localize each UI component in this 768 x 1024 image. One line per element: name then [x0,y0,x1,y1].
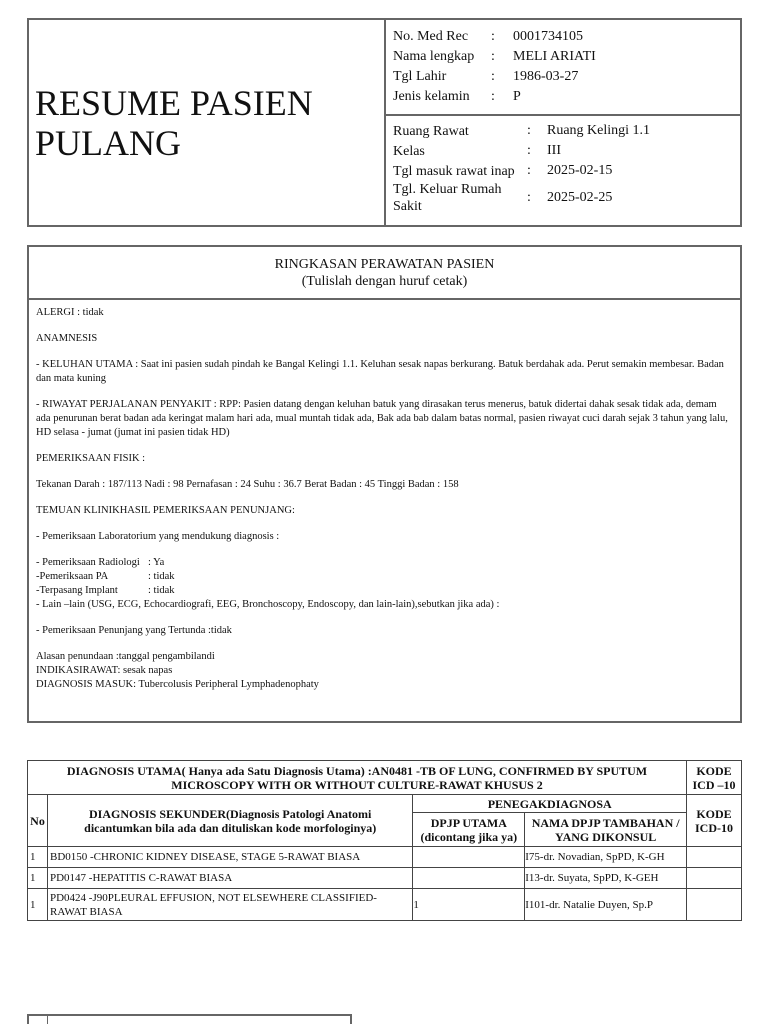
allergy-text: ALERGI : tidak [36,307,104,318]
primary-diagnosis-row [28,761,742,795]
field-value: MELI ARIATI [513,49,596,64]
row-additional-doctor: I101-dr. Natalie Duyen, Sp.P [525,889,687,921]
ward-row [393,121,740,141]
field-label: Jenis kelamin [393,89,470,104]
row-no: 1 [28,868,48,889]
summary-body [29,300,740,692]
indication-text: INDIKASIRAWAT: sesak napas [36,665,173,676]
dob-row [393,67,740,87]
row-icd [687,868,742,889]
row-icd [687,847,742,868]
field-value: III [547,143,561,158]
pa-label: -Pemeriksaan PA [36,571,109,582]
summary-title: RINGKASAN PERAWATAN PASIEN [274,257,495,272]
admission-diagnosis-text: DIAGNOSIS MASUK: Tubercolusis Peripheral Lymphadenophaty [36,679,319,690]
table-row [28,847,742,868]
row-no: 1 [28,889,48,921]
row-no: 1 [28,847,48,868]
title-cell [29,20,386,225]
field-colon: : [527,143,531,158]
row-dpjp [413,847,525,868]
field-value: 0001734105 [513,29,583,44]
care-summary [27,245,742,723]
field-colon: : [491,49,495,64]
implant-value: : tidak [148,585,175,596]
summary-subtitle: (Tulislah dengan huruf cetak) [301,274,468,289]
findings-heading: TEMUAN KLINIKHASIL PEMERIKSAAN PENUNJANG: [36,505,295,516]
row-additional-doctor: I13-dr. Suyata, SpPD, K-GEH [525,868,687,889]
stay-info [386,116,740,225]
field-value: 1986-03-27 [513,69,579,84]
patient-identity [386,20,740,116]
icd-code-header: KODE ICD –10 [687,761,742,795]
field-value: P [513,89,521,104]
exam-checklist [36,556,732,598]
row-diagnosis: BD0150 -CHRONIC KIDNEY DISEASE, STAGE 5-RAWAT BIASA [47,847,412,868]
row-dpjp: 1 [413,889,525,921]
field-colon: : [527,190,531,205]
med-rec-row [393,27,740,47]
box-divider [47,1016,48,1024]
vital-signs-text: Tekanan Darah : 187/113 Nadi : 98 Pernafasan : 24 Suhu : 36.7 Berat Badan : 45 Tinggi Badan : 158 [36,479,459,490]
radiology-label: - Pemeriksaan Radiologi [36,557,140,568]
secondary-diagnosis-header: DIAGNOSIS SEKUNDER(Diagnosis Patologi Anatomi dicantumkan bila ada dan dituliskan kode morfologinya) [47,795,412,847]
admit-date-row [393,161,740,181]
field-colon: : [527,163,531,178]
table-row [28,868,742,889]
class-row [393,141,740,161]
header-box [27,18,742,227]
field-colon: : [491,89,495,104]
document-title [35,83,313,163]
row-diagnosis: PD0147 -HEPATITIS C-RAWAT BIASA [47,868,412,889]
physical-exam-heading: PEMERIKSAAN FISIK : [36,453,146,464]
row-diagnosis: PD0424 -J90PLEURAL EFFUSION, NOT ELSEWHERE CLASSIFIED-RAWAT BIASA [47,889,412,921]
field-value: 2025-02-15 [547,163,613,178]
field-label: Ruang Rawat [393,123,469,139]
field-value: Ruang Kelingi 1.1 [547,123,651,138]
anamnesis-heading: ANAMNESIS [36,333,98,344]
dpjp-main-header: DPJP UTAMA (dicontang jika ya) [413,813,525,847]
row-additional-doctor: I75-dr. Novadian, SpPD, K-GH [525,847,687,868]
field-label: Tgl masuk rawat inap [393,163,515,179]
implant-label: -Terpasang Implant [36,585,118,596]
field-label: Tgl Lahir [393,69,447,84]
pending-exams-text: - Pemeriksaan Penunjang yang Tertunda :tidak [36,625,232,636]
discharge-date-row [393,181,740,215]
row-dpjp [413,868,525,889]
field-label: Kelas [393,143,425,159]
field-colon: : [491,69,495,84]
dpjp-additional-header: NAMA DPJP TAMBAHAN / YANG DIKONSUL [525,813,687,847]
secondary-header-row [28,795,742,813]
field-label: Nama lengkap [393,49,475,64]
illness-history-text: - RIWAYAT PERJALANAN PENYAKIT : RPP: Pasien datang dengan keluhan batuk yang dirasakan terus menerus, batuk didertai dahak sesak tidak ada, demam ada penurunan berat badan ada keringat malam hari ada, mual muntah tidak ada, Bak ada bab dalam batas normal, pasien riwayat cuci darah sejak 3 tahun yang lalu, HD selasa - jumat (jumat ini pasien tidak HD) [36,399,728,438]
title-line-2: PULANG [35,122,182,163]
pa-value: : tidak [148,571,175,582]
row-icd [687,889,742,921]
diagnosis-enforcement-header: PENEGAKDIAGNOSA [413,795,687,813]
field-label: Tgl. Keluar Rumah Sakit [393,182,502,214]
field-colon: : [491,29,495,44]
no-header: No [28,795,48,847]
sex-row [393,87,740,107]
name-row [393,47,740,67]
title-line-1: RESUME PASIEN [35,82,313,123]
patient-info [386,20,740,225]
summary-heading [29,247,740,300]
field-label: No. Med Rec [393,29,469,44]
lab-text: - Pemeriksaan Laboratorium yang mendukung diagnosis : [36,531,280,542]
field-colon: : [527,123,531,138]
field-value: 2025-02-25 [547,190,613,205]
delay-reason-text: Alasan penundaan :tanggal pengambilandi [36,651,215,662]
radiology-value: : Ya [148,557,165,568]
other-exams-text: - Lain –lain (USG, ECG, Echocardiografi, EEG, Bronchoscopy, Endoscopy, dan lain-lain),sebutkan jika ada) : [36,599,500,610]
diagnosis-table [27,760,742,921]
next-section-box [27,1014,352,1024]
chief-complaint-text: - KELUHAN UTAMA : Saat ini pasien sudah pindah ke Bangal Kelingi 1.1. Keluhan sesak napas berkurang. Batuk berdahak ada. Perut semakin membesar. Badan dan mata kuning [36,359,724,384]
table-row [28,889,742,921]
primary-diagnosis: DIAGNOSIS UTAMA( Hanya ada Satu Diagnosis Utama) :AN0481 -TB OF LUNG, CONFIRMED BY SPUTUM MICROSCOPY WITH OR WITHOUT CULTURE-RAWAT KHUSUS 2 [28,761,687,795]
icd-code-header-2: KODE ICD-10 [687,795,742,847]
